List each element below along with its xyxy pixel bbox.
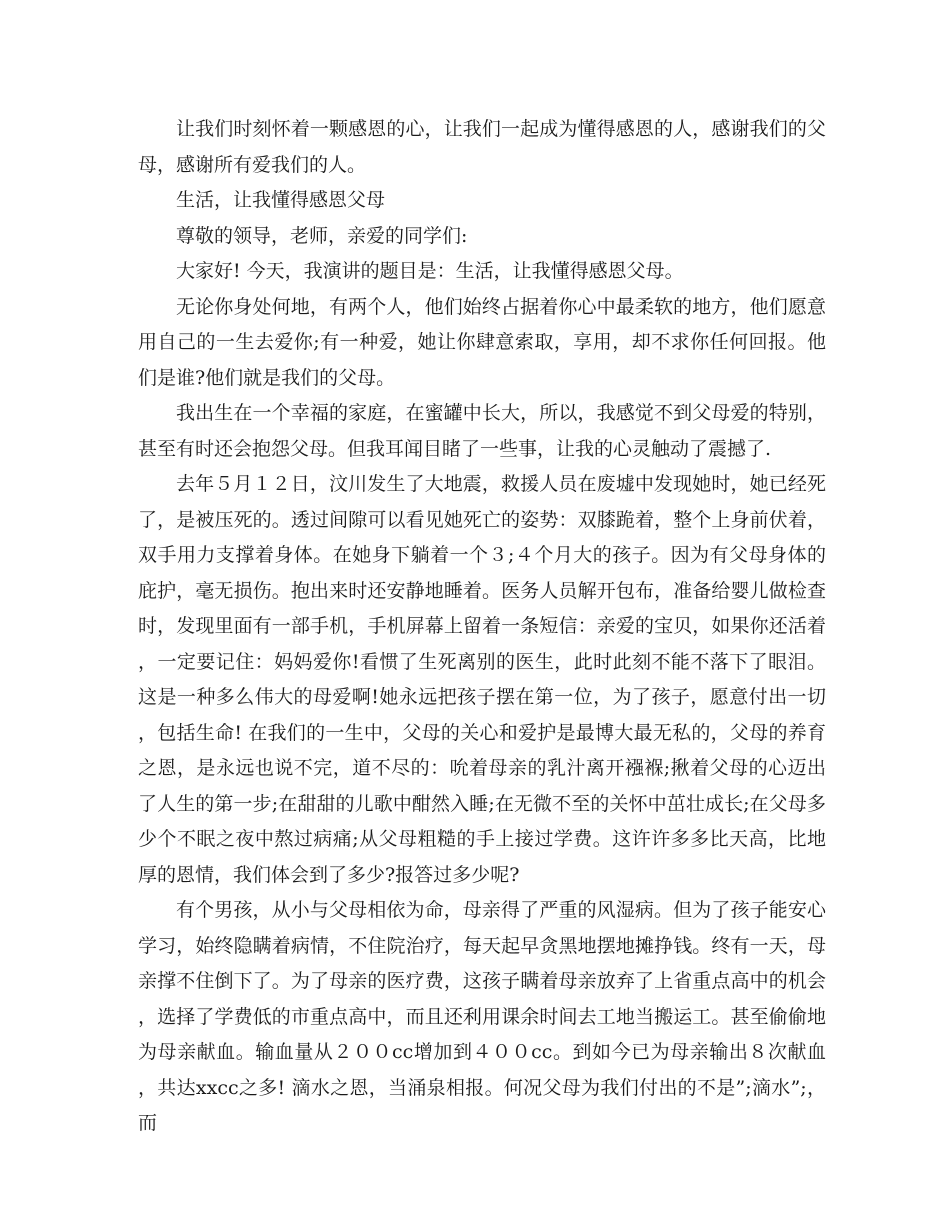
speech-greeting: 大家好! 今天，我演讲的题目是：生活，让我懂得感恩父母。 xyxy=(176,260,684,282)
paragraph-earthquake-story: 去年５月１２日，汶川发生了大地震，救援人员在废墟中发现她时，她已经死了，是被压死的。透过间隙可以看见她死亡的姿势：双膝跪着，整个上身前伏着，双手用力支撑着身体。在她身下躺着一个３;４个月大的孩子。因为有父母身体的庇护，毫无损伤。抱出来时还安静地睡着。医务人员解开包布，准备给婴儿做检查时，发现里面有一部手机，手机屏幕上留着一条短信：亲爱的宝贝，如果你还活着，一定要记住：妈妈爱你!看惯了生死离别的医生，此时此刻不能不落下了眼泪。这是一种多么伟大的母爱啊!她永远把孩子摆在第一位，为了孩子，愿意付出一切，包括生命! 在我们的一生中，父母的关心和爱护是最博大最无私的，父母的养育之恩，是永远也说不完，道不尽的：吮着母亲的乳汁离开襁褓;揪着父母的心迈出了人生的第一步;在甜甜的儿歌中酣然入睡;在无微不至的关怀中茁壮成长;在父母多少个不眠之夜中熬过病痛;从父母粗糙的手上接过学费。这许许多多比天高，比地厚的恩情，我们体会到了多少?报答过多少呢? xyxy=(138,473,826,886)
document-body xyxy=(138,112,826,1142)
paragraph-boy-story: 有个男孩，从小与父母相依为命，母亲得了严重的风湿病。但为了孩子能安心学习，始终隐瞒着病情，不住院治疗，每天起早贪黑地摆地摊挣钱。终有一天，母亲撑不住倒下了。为了母亲的医疗费，这孩子瞒着母亲放弃了上省重点高中的机会，选择了学费低的市重点高中，而且还利用课余时间去工地当搬运工。甚至偷偷地为母亲献血。输血量从２００cc增加到４００cc。到如今已为母亲输出８次献血，共达xxcc之多! 滴水之恩，当涌泉相报。何况父母为我们付出的不是”;滴水”;，而 xyxy=(138,899,826,1134)
paragraph-happy-family: 我出生在一个幸福的家庭，在蜜罐中长大，所以，我感觉不到父母爱的特别，甚至有时还会抱怨父母。但我耳闻目睹了一些事，让我的心灵触动了震撼了. xyxy=(138,402,826,460)
paragraph-gratitude-closing: 让我们时刻怀着一颗感恩的心，让我们一起成为懂得感恩的人，感谢我们的父母，感谢所有爱我们的人。 xyxy=(138,118,826,176)
speech-title: 生活，让我懂得感恩父母 xyxy=(176,189,386,211)
speech-salutation: 尊敬的领导，老师，亲爱的同学们: xyxy=(176,224,468,247)
paragraph-parents-love: 无论你身处何地，有两个人，他们始终占据着你心中最柔软的地方，他们愿意用自己的一生去爱你;有一种爱，她让你肆意索取，享用，却不求你任何回报。他们是谁?他们就是我们的父母。 xyxy=(138,295,826,389)
